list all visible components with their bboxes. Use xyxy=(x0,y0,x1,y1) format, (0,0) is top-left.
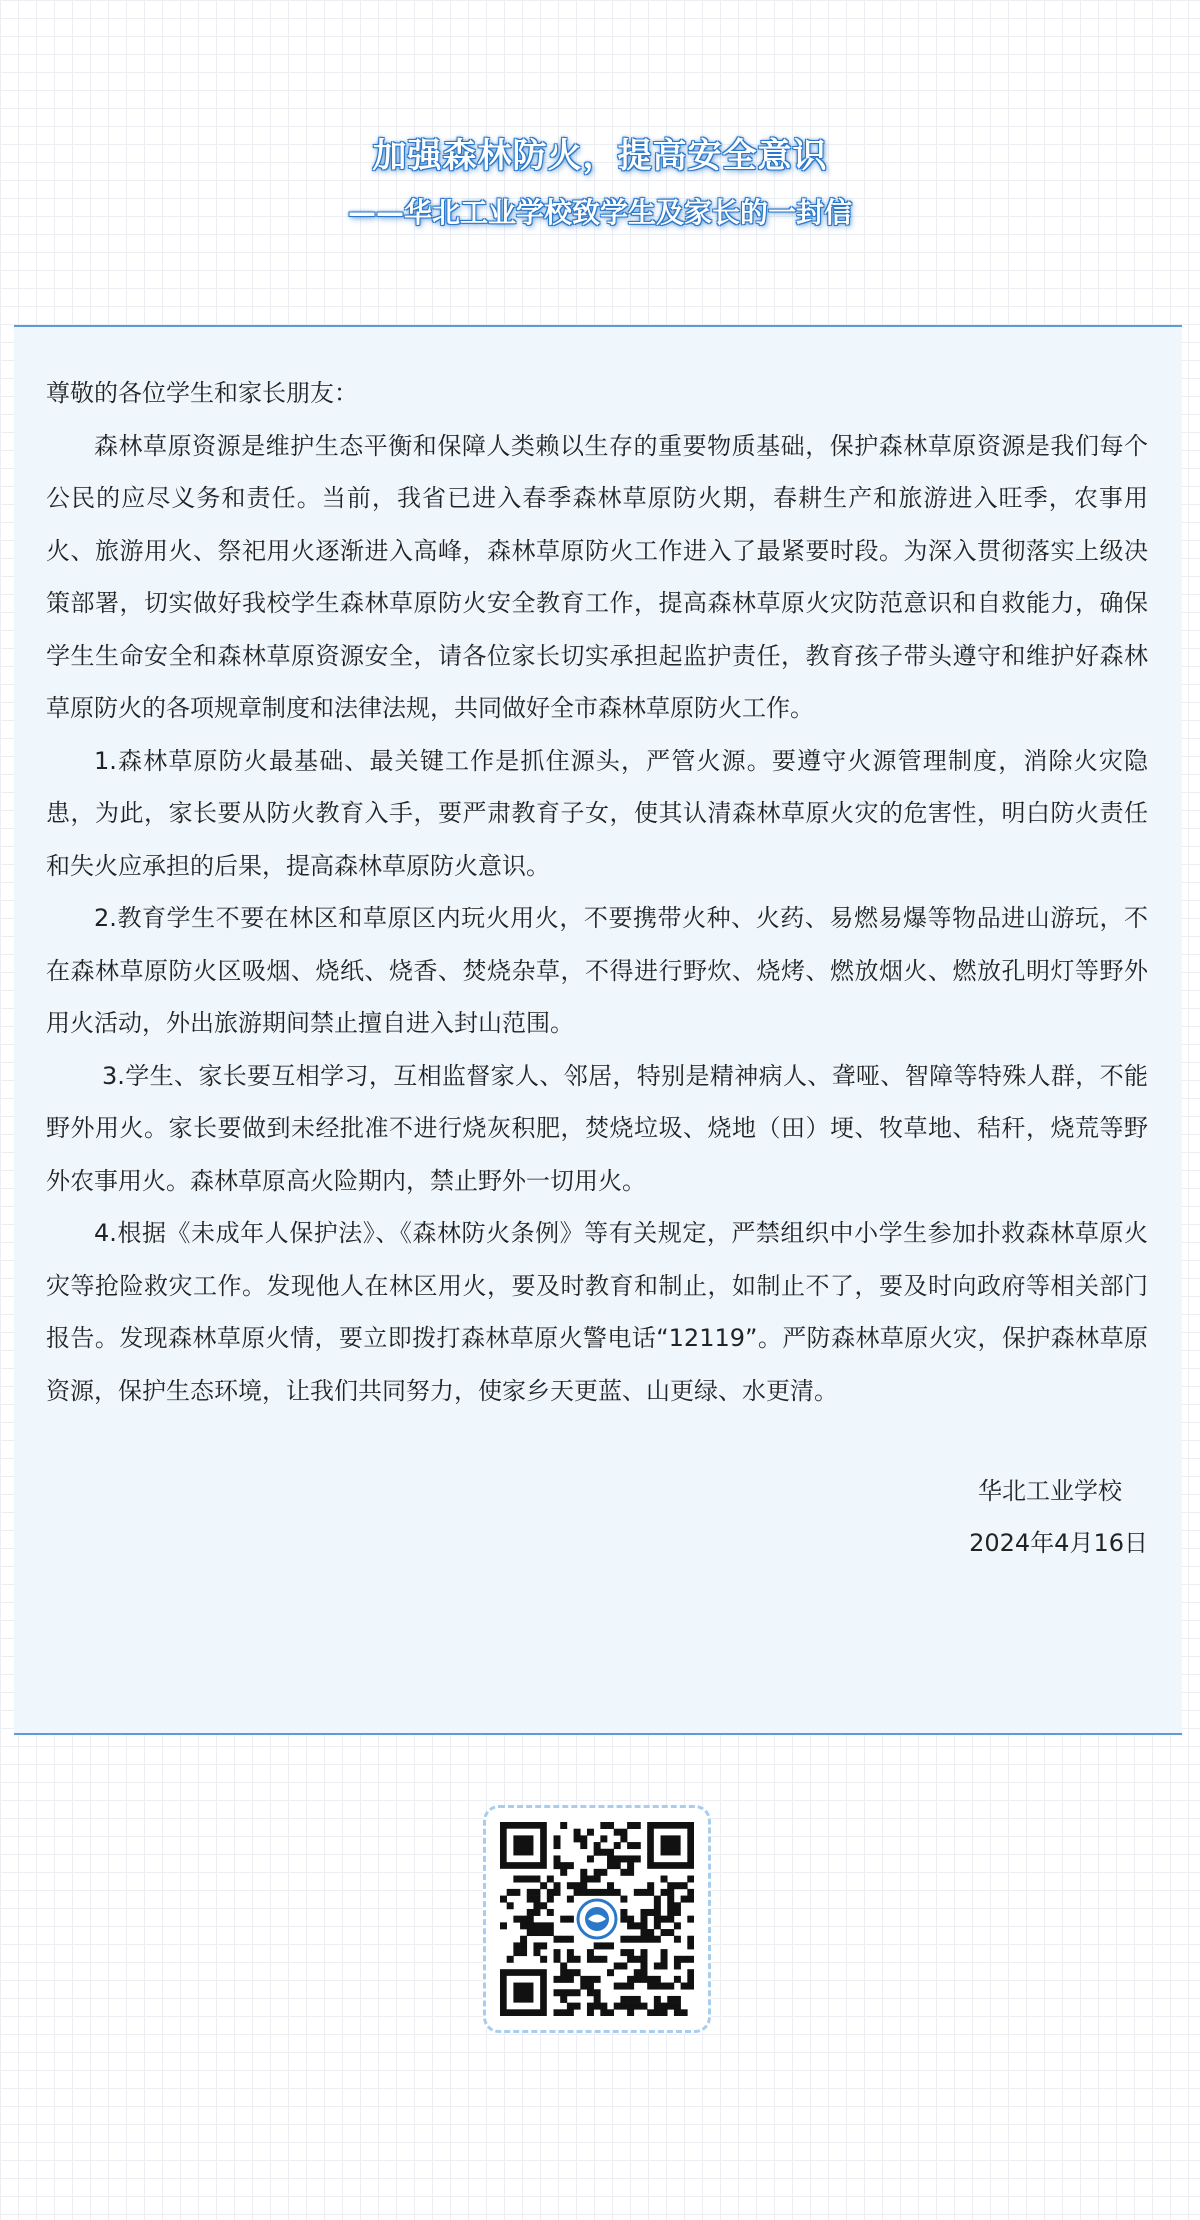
paragraph-intro: 森林草原资源是维护生态平衡和保障人类赖以生存的重要物质基础，保护森林草原资源是我们每个公民的应尽义务和责任。当前，我省已进入春季森林草原防火期，春耕生产和旅游进入旺季，农事用火、旅游用火、祭祀用火逐渐进入高峰，森林草原防火工作进入了最紧要时段。为深入贯彻落实上级决策部署，切实做好我校学生森林草原防火安全教育工作，提高森林草原火灾防范意识和自救能力，确保学生生命安全和森林草原资源安全，请各位家长切实承担起监护责任，教育孩子带头遵守和维护好森林草原防火的各项规章制度和法律法规，共同做好全市森林草原防火工作。 xyxy=(46,431,1148,722)
qr-code-icon xyxy=(500,1822,694,2016)
paragraph-item-4: 4.根据《未成年人保护法》、《森林防火条例》等有关规定，严禁组织中小学生参加扑救森林草原火灾等抢险救灾工作。发现他人在林区用火，要及时教育和制止，如制止不了，要及时向政府等相关部门报告。发现森林草原火情，要立即拨打森林草原火警电话“12119”。严防森林草原火灾，保护森林草原资源，保护生态环境，让我们共同努力，使家乡天更蓝、山更绿、水更清。 xyxy=(46,1219,1148,1405)
qr-code-frame xyxy=(483,1805,711,2033)
paragraph-item-1: 1.森林草原防火最基础、最关键工作是抓住源头，严管火源。要遵守火源管理制度，消除火灾隐患，为此，家长要从防火教育入手，要严肃教育子女，使其认清森林草原火灾的危害性，明白防火责任和失火应承担的后果，提高森林草原防火意识。 xyxy=(46,746,1148,880)
signature-date: 2024年4月16日 xyxy=(969,1529,1148,1557)
paragraph-item-3: 3.学生、家长要互相学习，互相监督家人、邻居，特别是精神病人、聋哑、智障等特殊人群，不能野外用火。家长要做到未经批准不进行烧灰积肥，焚烧垃圾、烧地（田）埂、牧草地、秸秆，烧荒等野外农事用火。森林草原高火险期内，禁止野外一切用火。 xyxy=(46,1061,1148,1195)
page-title: 加强森林防火，提高安全意识 xyxy=(372,136,828,176)
paragraph-item-2: 2.教育学生不要在林区和草原区内玩火用火，不要携带火种、火药、易燃易爆等物品进山游玩，不在森林草原防火区吸烟、烧纸、烧香、焚烧杂草，不得进行野炊、烧烤、燃放烟火、燃放孔明灯等野外用火活动，外出旅游期间禁止擅自进入封山范围。 xyxy=(46,904,1148,1037)
letter-body xyxy=(14,325,1182,1735)
letter-header xyxy=(0,130,1200,236)
page-subtitle: ——华北工业学校致学生及家长的一封信 xyxy=(347,196,852,229)
greeting: 尊敬的各位学生和家长朋友： xyxy=(46,379,358,407)
signature-school: 华北工业学校 xyxy=(978,1477,1122,1505)
signature-block xyxy=(46,1465,1148,1569)
